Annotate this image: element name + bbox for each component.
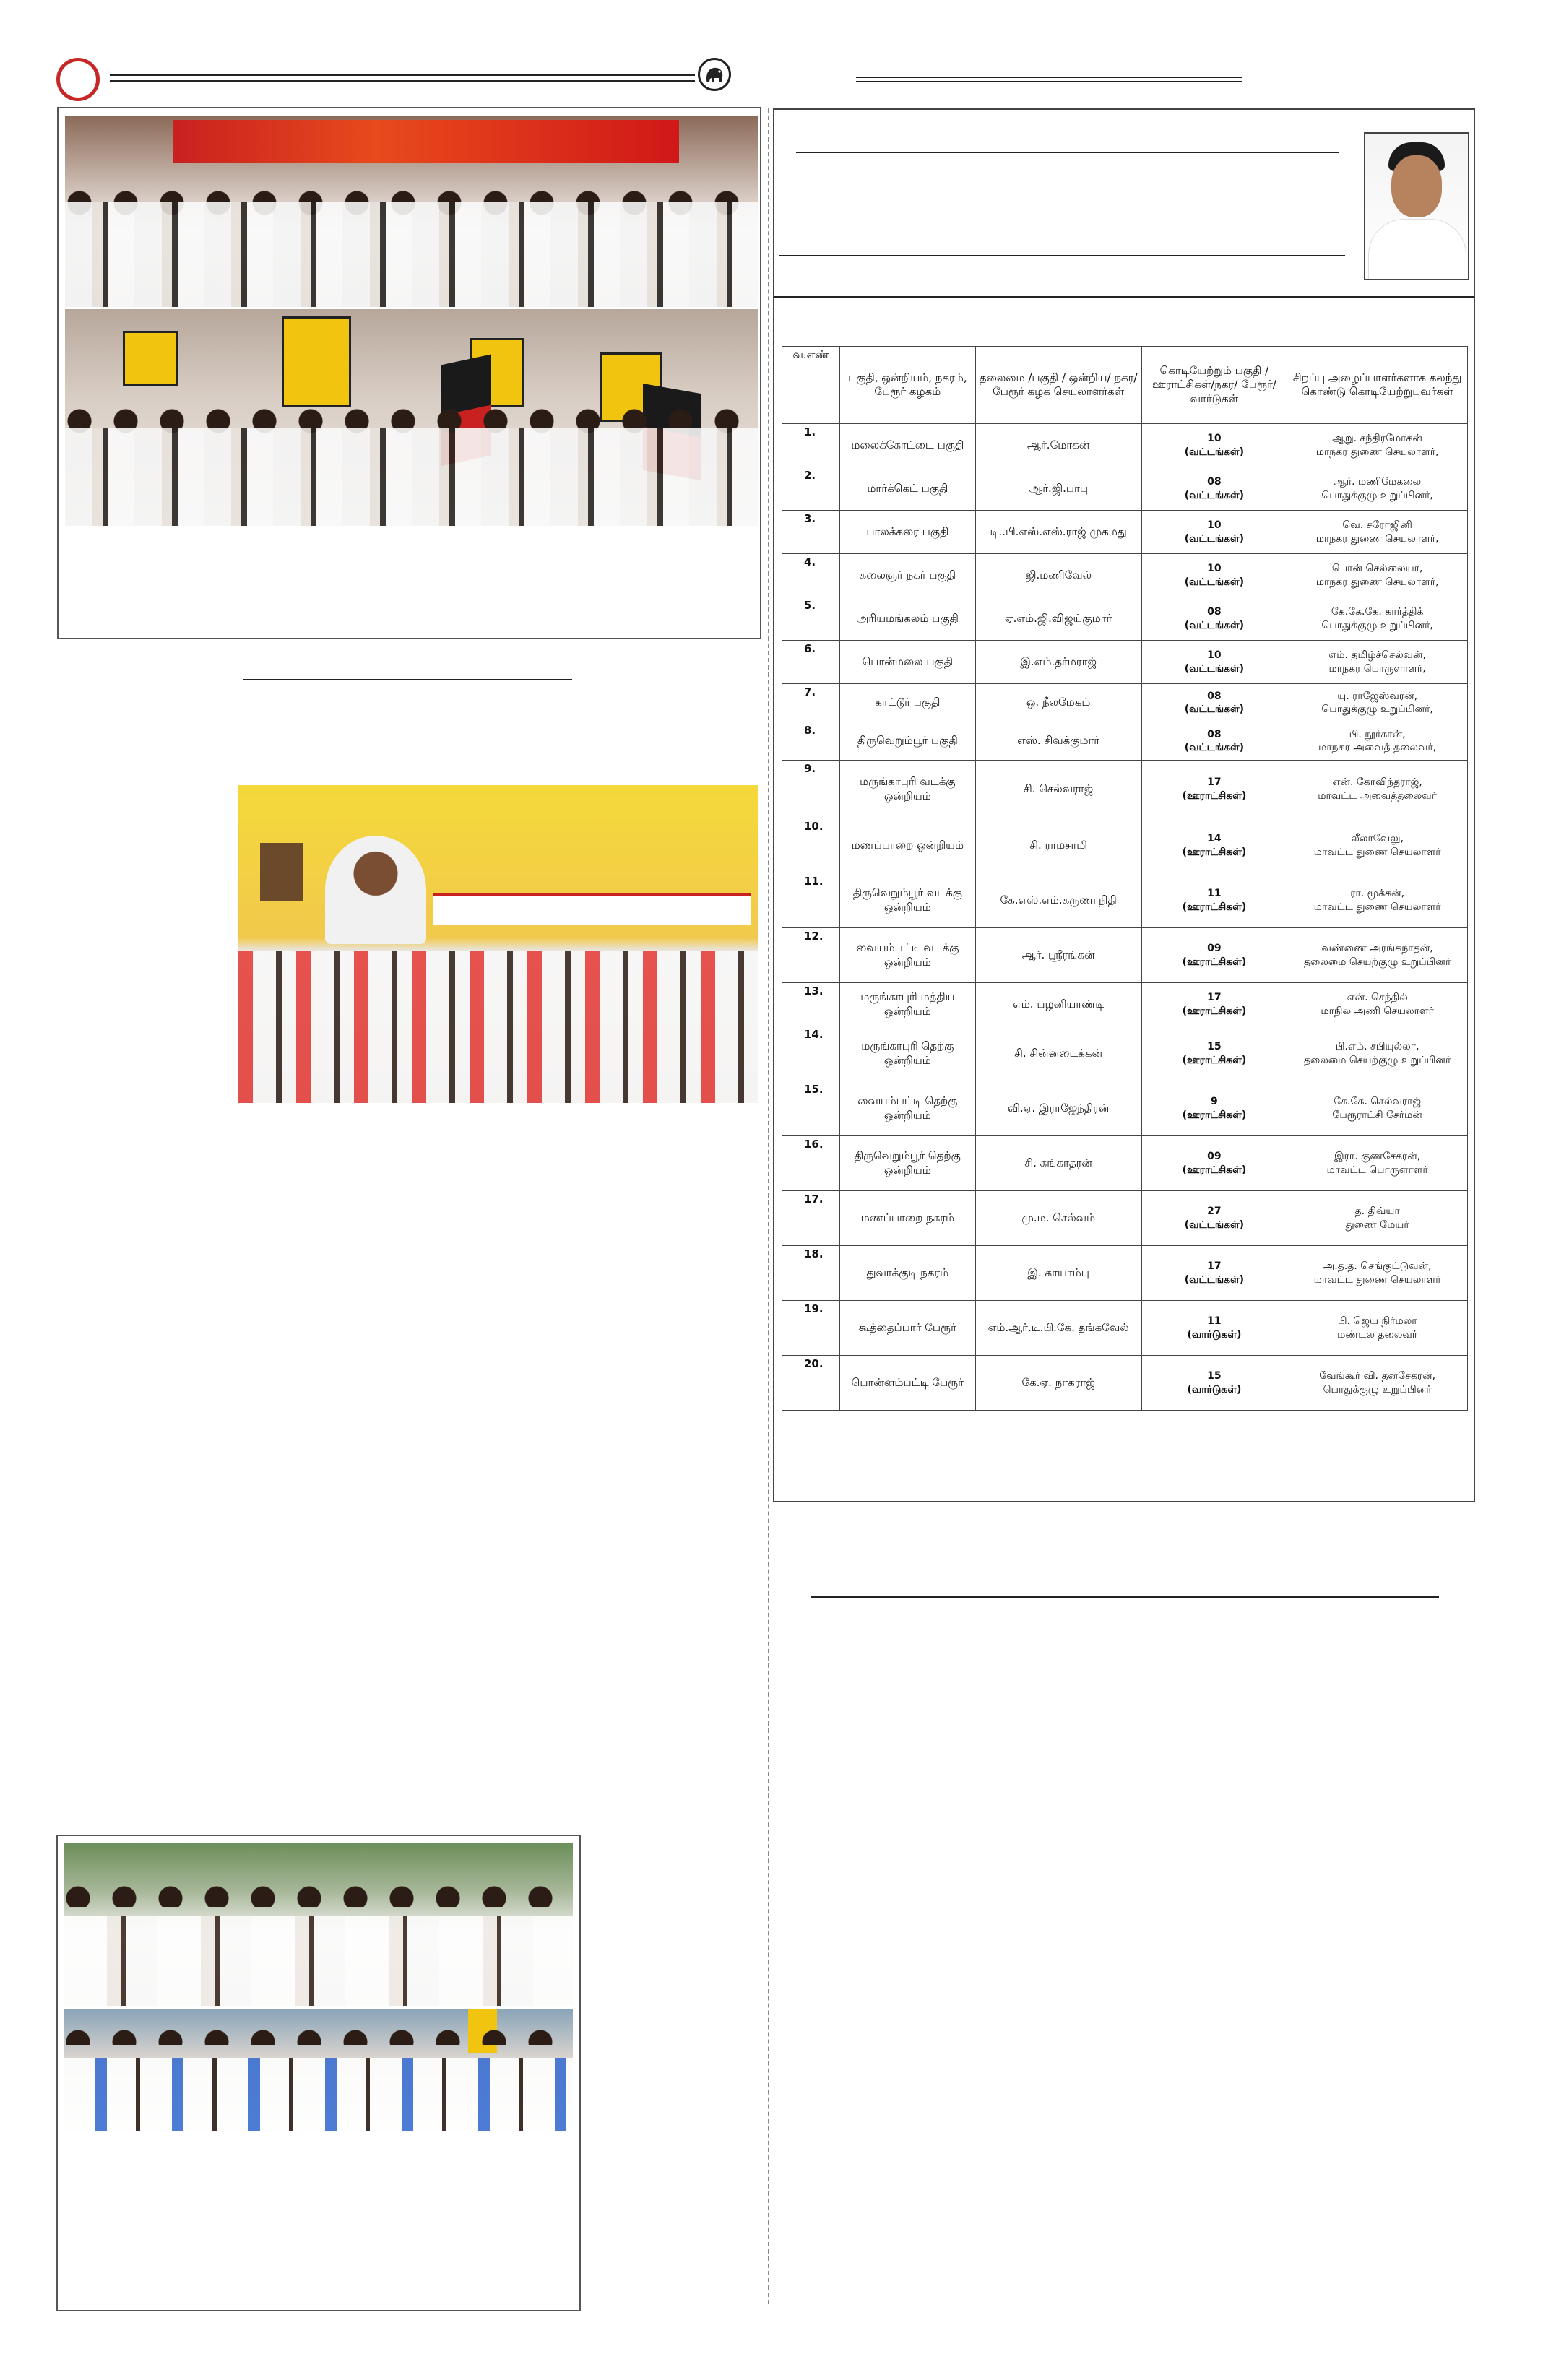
cell-guest (1287, 554, 1468, 597)
guest-role: மாநகர பொருளாளர், (1328, 662, 1426, 675)
cell-serial: 16. (782, 1136, 840, 1191)
cell-guest (1287, 1081, 1468, 1136)
cell-area: பொன்னம்பட்டி பேரூர் (839, 1356, 975, 1411)
cell-count: 10 (1207, 649, 1222, 662)
cell-secretary: ஏ.எம்.ஜி.விஜய்குமார் (975, 597, 1141, 641)
cell-count: 11 (1207, 1315, 1222, 1328)
cell-guest (1287, 1191, 1468, 1246)
cell-unit: (ஊராட்சிகள்) (1182, 789, 1247, 802)
cell-hoisting-units (1141, 983, 1287, 1026)
cell-serial: 15. (782, 1081, 840, 1136)
cell-count: 08 (1207, 728, 1222, 740)
cell-area: மார்க்கெட் பகுதி (839, 467, 975, 511)
cell-secretary: சி. ராமசாமி (975, 818, 1141, 873)
guest-role: மாவட்ட துணை செயலாளர் (1313, 846, 1441, 858)
protest-crowd (65, 428, 758, 526)
guest-name: கே.கே. செல்வராஜ் (1334, 1096, 1422, 1108)
meeting-photo (238, 785, 758, 1103)
cell-unit: (வட்டங்கள்) (1184, 704, 1245, 715)
cell-serial: 12. (782, 928, 840, 983)
portrait-face (1391, 155, 1442, 217)
guest-role: துணை மேயர் (1345, 1219, 1409, 1231)
col-header-serial: வ.எண் (782, 347, 840, 424)
cell-count: 27 (1207, 1206, 1222, 1218)
cell-guest (1287, 1026, 1468, 1081)
cell-serial: 4. (782, 554, 840, 597)
guest-role: மாநகர அவைத் தலைவர், (1318, 742, 1437, 753)
cell-secretary: ஒ. நீலமேகம் (975, 684, 1141, 722)
protest-placard (282, 316, 351, 407)
cell-count: 08 (1207, 606, 1222, 618)
cell-area: மருங்காபுரி மத்திய ஒன்றியம் (839, 983, 975, 1026)
table-row (782, 511, 1468, 554)
cell-serial: 8. (782, 722, 840, 761)
left-divider-rule (243, 679, 572, 680)
guest-role: பொதுக்குழு உறுப்பினர், (1321, 619, 1433, 631)
masthead-rule-top (110, 74, 695, 76)
cell-guest (1287, 597, 1468, 641)
protest-photo-top (65, 116, 758, 307)
cell-area: கூத்தைப்பார் பேரூர் (839, 1301, 975, 1356)
guest-role: மாநகர துணை செயலாளர், (1315, 532, 1439, 545)
table-row (782, 641, 1468, 684)
cell-guest (1287, 467, 1468, 511)
guest-name: லீலாவேலு, (1351, 833, 1404, 845)
guest-role: மாவட்ட அவைத்தலைவர் (1318, 789, 1437, 802)
cell-unit: (வட்டங்கள்) (1184, 576, 1245, 588)
cell-hoisting-units (1141, 597, 1287, 641)
cell-hoisting-units (1141, 554, 1287, 597)
cell-unit: (வட்டங்கள்) (1184, 446, 1245, 458)
cell-secretary: சி. செல்வராஜ் (975, 761, 1141, 818)
cell-serial: 11. (782, 873, 840, 928)
cell-secretary: சி. சின்னடைக்கன் (975, 1026, 1141, 1081)
cell-hoisting-units (1141, 722, 1287, 761)
cell-guest (1287, 722, 1468, 761)
cell-area: வையம்பட்டி தெற்கு ஒன்றியம் (839, 1081, 975, 1136)
cell-count: 9 (1211, 1096, 1218, 1108)
guest-name: என். கோவிந்தராஜ், (1332, 776, 1422, 789)
cell-guest (1287, 761, 1468, 818)
cell-area: மலைக்கோட்டை பகுதி (839, 424, 975, 467)
article-section-rule (774, 296, 1474, 298)
guest-role: மாவட்ட துணை செயலாளர் (1313, 901, 1441, 913)
cell-count: 08 (1207, 476, 1222, 488)
cell-guest (1287, 684, 1468, 722)
cell-secretary: ஆர்.ஜி.பாபு (975, 467, 1141, 511)
guest-role: பொதுக்குழு உறுப்பினர், (1321, 489, 1433, 501)
cell-count: 17 (1207, 1260, 1222, 1273)
cell-area: திருவெறும்பூர் தெற்கு ஒன்றியம் (839, 1136, 975, 1191)
guest-name: ஆறு. சந்திரமோகன் (1332, 433, 1423, 445)
meeting-stage-table (433, 893, 751, 925)
article-headline-rule (796, 152, 1339, 153)
cell-unit: (வட்டங்கள்) (1184, 489, 1245, 501)
cell-unit: (ஊராட்சிகள்) (1182, 1054, 1247, 1066)
table-row (782, 1246, 1468, 1301)
cell-area: மருங்காபுரி வடக்கு ஒன்றியம் (839, 761, 975, 818)
cell-hoisting-units (1141, 873, 1287, 928)
visit-group (64, 1916, 573, 2006)
protest-banner (173, 120, 679, 163)
cell-count: 08 (1207, 690, 1222, 702)
cell-guest (1287, 818, 1468, 873)
guest-name: யு. ராஜேஸ்வரன், (1337, 690, 1418, 702)
meeting-audience (238, 951, 758, 1103)
guest-name: அ.த.த. செங்குட்டுவன், (1323, 1260, 1432, 1273)
cell-hoisting-units (1141, 511, 1287, 554)
cell-unit: (வார்டுகள்) (1187, 1383, 1242, 1395)
guest-name: வெ. சரோஜினி (1342, 519, 1412, 532)
guest-role: மாவட்ட பொருளாளர் (1326, 1164, 1428, 1176)
cell-count: 10 (1207, 433, 1222, 445)
cell-hoisting-units (1141, 1246, 1287, 1301)
column-separator (768, 108, 769, 2304)
cell-secretary: இ. காயாம்பு (975, 1246, 1141, 1301)
table-row (782, 818, 1468, 873)
cell-secretary: கே.எஸ்.எம்.கருணாநிதி (975, 873, 1141, 928)
guest-role: தலைமை செயற்குழு உறுப்பினர் (1303, 956, 1451, 968)
cell-hoisting-units (1141, 1081, 1287, 1136)
table-row (782, 928, 1468, 983)
table-row (782, 1301, 1468, 1356)
meeting-leader-portrait (325, 836, 426, 944)
cell-serial: 3. (782, 511, 840, 554)
table-row (782, 1026, 1468, 1081)
right-header-rule-top (856, 77, 1242, 78)
cell-serial: 18. (782, 1246, 840, 1301)
cell-hoisting-units (1141, 761, 1287, 818)
cell-serial: 1. (782, 424, 840, 467)
table-row (782, 684, 1468, 722)
col-header-area: பகுதி, ஒன்றியம், நகரம், பேரூர் கழகம் (839, 347, 975, 424)
visit-photo-top (64, 1843, 573, 2006)
cell-count: 11 (1207, 888, 1222, 900)
flag-hoisting-table (782, 346, 1468, 1411)
cell-unit: (வட்டங்கள்) (1184, 532, 1245, 545)
cell-area: பொன்மலை பகுதி (839, 641, 975, 684)
cell-area: மணப்பாறை ஒன்றியம் (839, 818, 975, 873)
guest-role: பேரூராட்சி சேர்மன் (1332, 1109, 1422, 1121)
cell-serial: 2. (782, 467, 840, 511)
cell-serial: 17. (782, 1191, 840, 1246)
right-header-rule-bottom (856, 81, 1242, 82)
cell-area: மருங்காபுரி தெற்கு ஒன்றியம் (839, 1026, 975, 1081)
cell-guest (1287, 1136, 1468, 1191)
cell-count: 15 (1207, 1370, 1222, 1382)
guest-name: த. திவ்யா (1354, 1206, 1400, 1218)
protest-crowd (65, 202, 758, 307)
guest-name: எம். தமிழ்ச்செல்வன், (1328, 649, 1426, 662)
table-row (782, 554, 1468, 597)
cell-hoisting-units (1141, 1191, 1287, 1246)
masthead-rule-bottom (110, 80, 695, 82)
elephant-emblem-icon (698, 58, 731, 91)
guest-role: மாநில அணி செயலாளர் (1321, 1005, 1434, 1017)
cell-hoisting-units (1141, 684, 1287, 722)
guest-name: இரா. குணசேகரன், (1334, 1151, 1421, 1163)
cell-secretary: மு.ம. செல்வம் (975, 1191, 1141, 1246)
cell-count: 09 (1207, 1151, 1222, 1163)
cell-serial: 6. (782, 641, 840, 684)
cell-hoisting-units (1141, 1026, 1287, 1081)
cell-area: வையம்பட்டி வடக்கு ஒன்றியம் (839, 928, 975, 983)
guest-role: மாநகர துணை செயலாளர், (1315, 446, 1439, 458)
visit-group-heads (64, 2028, 573, 2045)
cell-area: அரியமங்கலம் பகுதி (839, 597, 975, 641)
table-row (782, 597, 1468, 641)
table-row (782, 1136, 1468, 1191)
table-row (782, 424, 1468, 467)
visit-group (64, 2058, 573, 2131)
cell-secretary: கே.ஏ. நாகராஜ் (975, 1356, 1141, 1411)
table-header-row (782, 347, 1468, 424)
cell-guest (1287, 873, 1468, 928)
cell-area: துவாக்குடி நகரம் (839, 1246, 975, 1301)
cell-count: 10 (1207, 519, 1222, 532)
minister-portrait (1364, 132, 1469, 280)
guest-role: பொதுக்குழு உறுப்பினர், (1321, 704, 1433, 715)
cell-serial: 20. (782, 1356, 840, 1411)
cell-serial: 10. (782, 818, 840, 873)
cell-secretary: எம்.ஆர்.டி.பி.கே. தங்கவேல் (975, 1301, 1141, 1356)
cell-secretary: ஆர். ஸ்ரீரங்கன் (975, 928, 1141, 983)
cell-unit: (ஊராட்சிகள்) (1182, 1164, 1247, 1176)
visit-photo-bottom (64, 2009, 573, 2131)
cell-area: திருவெறும்பூர் பகுதி (839, 722, 975, 761)
guest-role: தலைமை செயற்குழு உறுப்பினர் (1303, 1054, 1451, 1066)
cell-hoisting-units (1141, 641, 1287, 684)
table-row (782, 1081, 1468, 1136)
cell-count: 10 (1207, 563, 1222, 575)
cell-unit: (வட்டங்கள்) (1184, 742, 1245, 753)
article-byline-rule (779, 255, 1345, 256)
cell-unit: (ஊராட்சிகள்) (1182, 956, 1247, 968)
cell-secretary: வி.ஏ. இராஜேந்திரன் (975, 1081, 1141, 1136)
table-row (782, 761, 1468, 818)
bottom-right-rule (811, 1596, 1439, 1598)
cell-secretary: ஆர்.மோகன் (975, 424, 1141, 467)
cell-secretary: டி..பி.எஸ்.எஸ்.ராஜ் முகமது (975, 511, 1141, 554)
cell-area: திருவெறும்பூர் வடக்கு ஒன்றியம் (839, 873, 975, 928)
cell-serial: 19. (782, 1301, 840, 1356)
cell-count: 17 (1207, 776, 1222, 789)
cell-guest (1287, 1301, 1468, 1356)
guest-role: பொதுக்குழு உறுப்பினர் (1323, 1383, 1432, 1395)
cell-guest (1287, 928, 1468, 983)
cell-serial: 13. (782, 983, 840, 1026)
protest-placard (123, 331, 178, 386)
cell-unit: (வட்டங்கள்) (1184, 1273, 1245, 1286)
cell-hoisting-units (1141, 1301, 1287, 1356)
cell-unit: (வட்டங்கள்) (1184, 619, 1245, 631)
guest-role: மாவட்ட துணை செயலாளர் (1313, 1273, 1441, 1286)
protest-photo-bottom (65, 309, 758, 526)
cell-unit: (ஊராட்சிகள்) (1182, 1109, 1247, 1121)
cell-hoisting-units (1141, 424, 1287, 467)
cell-hoisting-units (1141, 1136, 1287, 1191)
guest-role: மாநகர துணை செயலாளர், (1315, 576, 1439, 588)
table-row (782, 722, 1468, 761)
cell-count: 09 (1207, 943, 1222, 955)
col-header-secretary: தலைமை /பகுதி / ஒன்றிய/ நகர/பேரூர் கழக செயலாளர்கள் (975, 347, 1141, 424)
col-header-special-guests: சிறப்பு அழைப்பாளர்களாக கலந்து கொண்டு கொடியேற்றுபவர்கள் (1287, 347, 1468, 424)
table-row (782, 1356, 1468, 1411)
cell-hoisting-units (1141, 818, 1287, 873)
table-row (782, 1191, 1468, 1246)
cell-guest (1287, 1246, 1468, 1301)
guest-name: என். செந்தில் (1347, 992, 1408, 1004)
cell-hoisting-units (1141, 1356, 1287, 1411)
guest-name: ரா. மூக்கன், (1350, 888, 1405, 900)
cell-serial: 5. (782, 597, 840, 641)
cell-serial: 14. (782, 1026, 840, 1081)
guest-name: ஆர். மணிமேகலை (1334, 476, 1422, 488)
meeting-podium (260, 843, 303, 901)
cell-unit: (வட்டங்கள்) (1184, 1219, 1245, 1231)
cell-count: 15 (1207, 1041, 1222, 1053)
cell-unit: (ஊராட்சிகள்) (1182, 846, 1247, 858)
cell-secretary: எஸ். சிவக்குமார் (975, 722, 1141, 761)
cell-secretary: இ.எம்.தர்மராஜ் (975, 641, 1141, 684)
guest-name: வண்ணை அரங்கநாதன், (1321, 943, 1433, 955)
cell-guest (1287, 1356, 1468, 1411)
guest-name: பி.எம். சபியுல்லா, (1335, 1041, 1419, 1053)
table-row (782, 983, 1468, 1026)
guest-name: பி. நூர்கான், (1349, 728, 1406, 740)
cell-serial: 9. (782, 761, 840, 818)
cell-count: 14 (1207, 833, 1222, 845)
guest-role: மண்டல தலைவர் (1337, 1328, 1418, 1341)
cell-unit: (வட்டங்கள்) (1184, 662, 1245, 675)
col-header-hoisting-units: கொடியேற்றும் பகுதி / ஊராட்சிகள்/நகர/ பேரூர்/ வார்டுகள் (1141, 347, 1287, 424)
cell-unit: (ஊராட்சிகள்) (1182, 901, 1247, 913)
cell-unit: (வார்டுகள்) (1187, 1328, 1242, 1341)
masthead-logo-circle (56, 58, 100, 101)
cell-guest (1287, 511, 1468, 554)
cell-secretary: சி. கங்காதரன் (975, 1136, 1141, 1191)
guest-name: கே.கே.கே. கார்த்திக் (1331, 606, 1424, 618)
cell-hoisting-units (1141, 928, 1287, 983)
cell-count: 17 (1207, 992, 1222, 1004)
guest-name: பொன் செல்லையா, (1331, 563, 1423, 575)
cell-area: காட்டூர் பகுதி (839, 684, 975, 722)
guest-name: பி. ஜெய நிர்மலா (1337, 1315, 1417, 1328)
cell-guest (1287, 641, 1468, 684)
cell-guest (1287, 983, 1468, 1026)
table-row (782, 467, 1468, 511)
table-row (782, 873, 1468, 928)
cell-area: பாலக்கரை பகுதி (839, 511, 975, 554)
cell-secretary: ஜி.மணிவேல் (975, 554, 1141, 597)
cell-serial: 7. (782, 684, 840, 722)
visit-group-heads (64, 1884, 573, 1907)
cell-secretary: எம். பழனியாண்டி (975, 983, 1141, 1026)
cell-guest (1287, 424, 1468, 467)
cell-unit: (ஊராட்சிகள்) (1182, 1005, 1247, 1017)
cell-area: கலைஞர் நகர் பகுதி (839, 554, 975, 597)
guest-name: வேங்கூர் வி. தனசேகரன், (1319, 1370, 1436, 1382)
cell-area: மணப்பாறை நகரம் (839, 1191, 975, 1246)
portrait-shirt (1368, 219, 1466, 280)
cell-hoisting-units (1141, 467, 1287, 511)
